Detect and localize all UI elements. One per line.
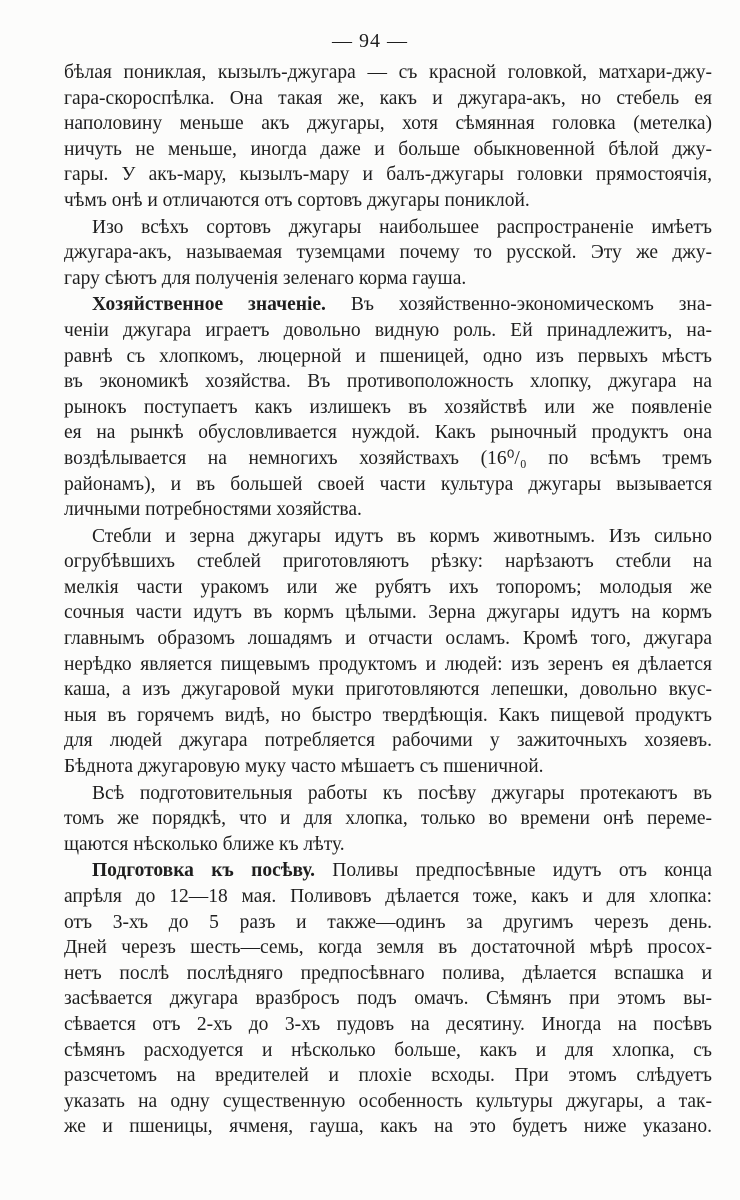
section-heading: Подготовка къ посѣву. <box>92 860 315 882</box>
text-line: Стебли и зерна джугары идутъ въ кормъ животнымъ. Изъ сильно <box>92 525 712 547</box>
paragraph <box>64 781 712 858</box>
text-line: джугара-акъ, называемая туземцами почему то русской. Эту же джу- <box>64 242 712 264</box>
text-line: Бѣднота джугаровую муку часто мѣшаетъ съ пшеничной. <box>64 756 544 778</box>
text-line: сочныя части идутъ въ кормъ цѣлыми. Зерна джугары идутъ на кормъ <box>64 602 712 624</box>
text-line: чѣмъ онѣ и отличаются отъ сортовъ джугары пониклой. <box>64 189 530 211</box>
section-heading: Хозяйственное значеніе. <box>92 294 326 316</box>
text-line <box>64 292 712 318</box>
text-line: нерѣдко является пищевымъ продуктомъ и людей: изъ зеренъ ея дѣлается <box>64 653 712 675</box>
paragraph <box>64 215 712 292</box>
line-text: Въ хозяйственно-экономическомъ зна- <box>325 294 712 316</box>
page-number: — 94 — <box>332 30 408 52</box>
text-line: ченіи джугара играетъ довольно видную роль. Ей принадлежитъ, на- <box>64 319 712 341</box>
text-line: щаются нѣсколько ближе къ лѣту. <box>64 833 345 855</box>
text-line: сѣвается отъ 2-хъ до 3-хъ пудовъ на десятину. Иногда на посѣвъ <box>64 1013 712 1035</box>
text-line <box>64 858 712 884</box>
text-line: апрѣля до 12—18 мая. Поливовъ дѣлается тоже, какъ и для хлопка: <box>64 886 712 907</box>
text-line: районамъ), и въ большей своей части культура джугары вызывается <box>64 473 712 495</box>
text-line: отъ 3-хъ до 5 разъ и также—одинъ за другимъ черезъ день. <box>64 911 712 933</box>
paragraph <box>64 60 712 214</box>
text-line: засѣвается джугара вразбросъ подъ омачъ. Сѣмянъ при этомъ вы- <box>64 988 712 1010</box>
text-line: главнымъ образомъ лошадямъ и отчасти осламъ. Кромѣ того, джугара <box>64 628 712 650</box>
text-line: ея на рынкѣ обусловливается нуждой. Какъ рыночный продуктъ она <box>64 422 712 444</box>
text-line: ничуть не меньше, иногда даже и больше обыкновенной бѣлой джу- <box>64 138 712 160</box>
document-body <box>64 60 712 1141</box>
text-line: ныя въ горячемъ видѣ, но быстро твердѣющія. Какъ пищевой продуктъ <box>64 704 712 726</box>
text-line: бѣлая пониклая, кызылъ-джугара — съ красной головкой, матхари-джу- <box>64 62 712 83</box>
text-line: мелкія части уракомъ или же рубятъ ихъ топоромъ; молодыя же <box>64 576 712 598</box>
text-line: каша, а изъ джугаровой муки приготовляются лепешки, довольно вкус- <box>64 679 712 701</box>
text-line: личными потребностями хозяйства. <box>64 499 362 521</box>
paragraph <box>64 524 712 780</box>
text-line: же и пшеницы, ячменя, гауша, какъ на это будетъ ниже указано. <box>64 1116 712 1138</box>
text-line: сѣмянъ расходуется и нѣсколько больше, какъ и для хлопка, съ <box>64 1039 712 1061</box>
text-line: нетъ послѣ послѣдняго предпосѣвнаго полива, дѣлается вспашка и <box>64 962 712 984</box>
text-line: гара-скороспѣлка. Она такая же, какъ и джугара-акъ, но стебель ея <box>64 87 712 109</box>
text-line: воздѣлывается на немногихъ хозяйствахъ (16⁰/₀ по всѣмъ тремъ <box>64 447 712 469</box>
text-line: Всѣ подготовительныя работы къ посѣву джугары протекаютъ въ <box>92 782 712 804</box>
text-line: рынокъ поступаетъ какъ излишекъ въ хозяйствѣ или же появленіе <box>64 396 712 418</box>
text-line: огрубѣвшихъ стеблей приготовляютъ рѣзку: нарѣзаютъ стебли на <box>64 551 712 573</box>
text-line: равнѣ съ хлопкомъ, люцерной и пшеницей, одно изъ первыхъ мѣстъ <box>64 345 712 367</box>
text-line: Дней черезъ шесть—семь, когда земля въ достаточной мѣрѣ просох- <box>64 937 712 959</box>
text-line: для людей джугара потребляется рабочими у зажиточныхъ хозяевъ. <box>64 730 712 752</box>
text-line: разсчетомъ на вредителей и плохіе всходы. При этомъ слѣдуетъ <box>64 1065 712 1087</box>
text-line: томъ же порядкѣ, что и для хлопка, только во времени онѣ переме- <box>64 808 712 830</box>
text-line: указать на одну существенную особенность культуры джугары, а так- <box>64 1090 712 1112</box>
text-line: гару сѣютъ для полученія зеленаго корма гауша. <box>64 267 467 289</box>
text-line: наполовину меньше акъ джугары, хотя сѣмянная головка (метелка) <box>64 113 712 135</box>
text-line: въ экономикѣ хозяйства. Въ противоположность хлопку, джугара на <box>64 371 712 393</box>
paragraph <box>64 292 712 522</box>
text-line: Изо всѣхъ сортовъ джугары наибольшее распространеніе имѣетъ <box>92 216 712 238</box>
paragraph <box>64 858 712 1140</box>
text-line: гары. У акъ-мару, кызылъ-мару и балъ-джугары головки прямостоячія, <box>64 164 712 186</box>
line-text: Поливы предпосѣвные идутъ отъ конца <box>315 860 712 882</box>
